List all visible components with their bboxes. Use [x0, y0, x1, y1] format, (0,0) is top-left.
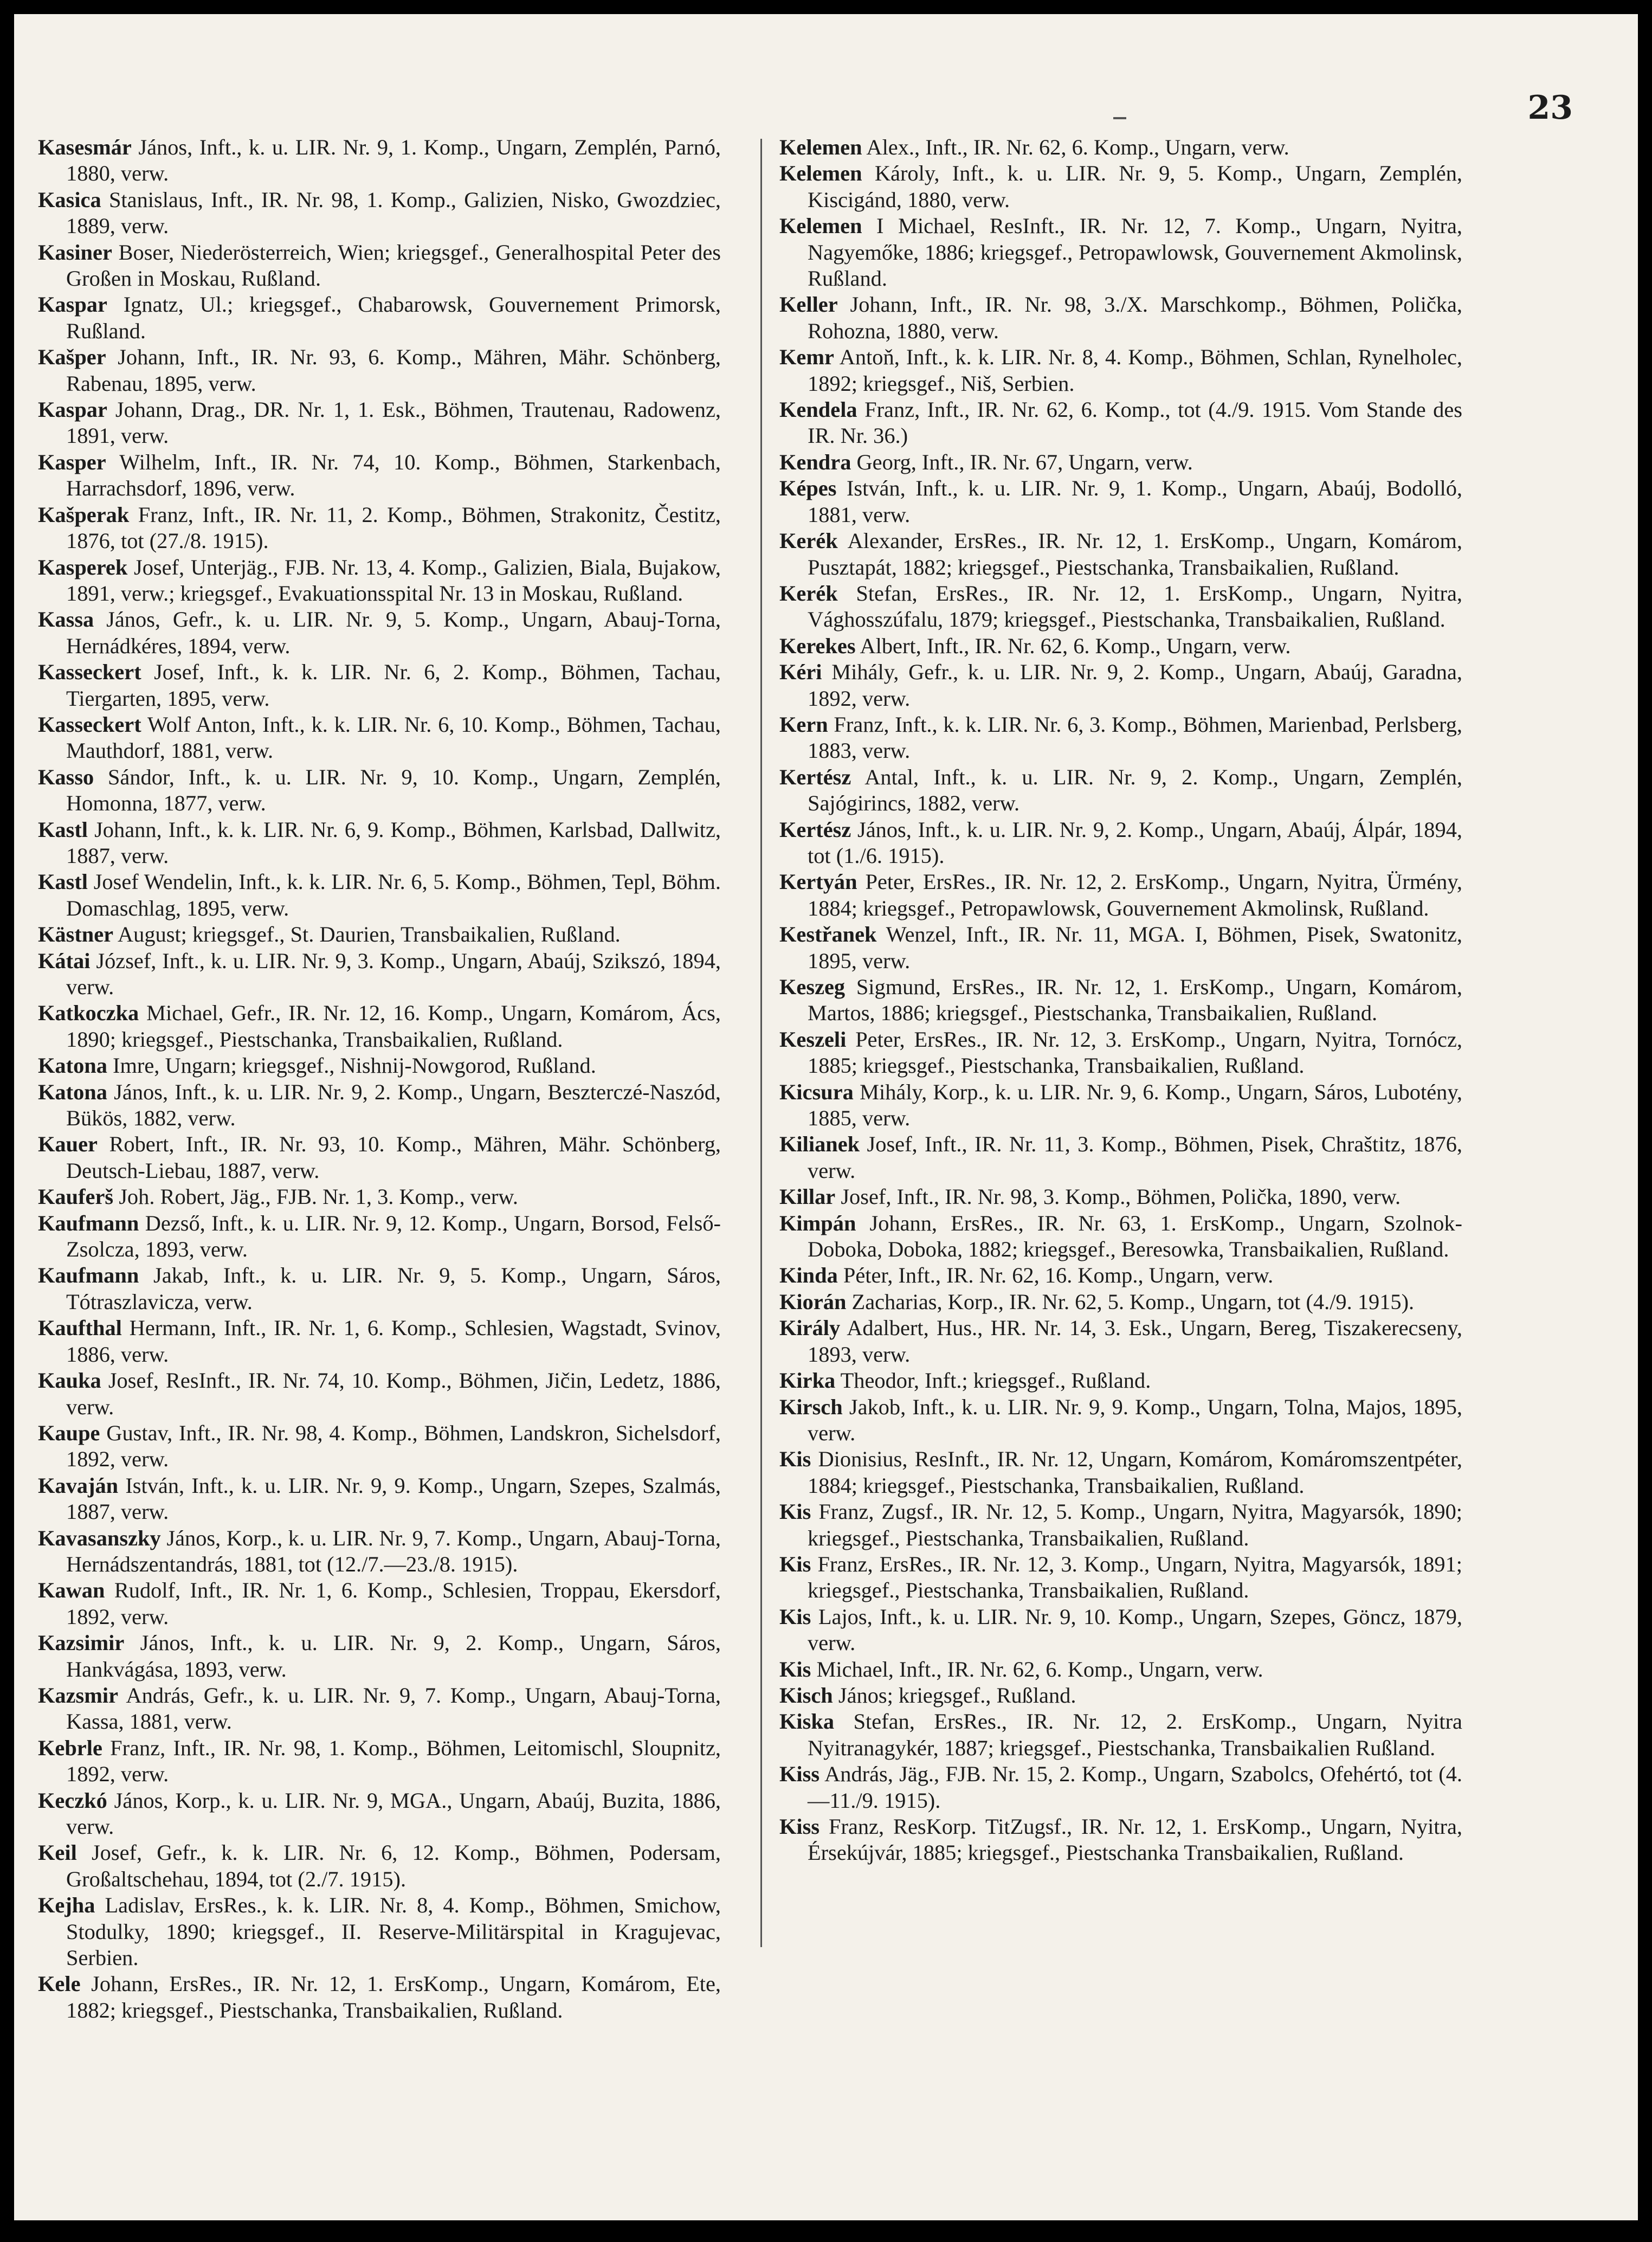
entry-details: Johann, ErsRes., IR. Nr. 12, 1. ErsKomp., Ungarn, Komárom, Ete, 1882; kriegsgef., Piestschanka, Transbaikalien, Rußland.: [66, 1972, 721, 2022]
entry-surname: Kestřanek: [779, 922, 877, 947]
roster-entry: [779, 633, 1462, 659]
entry-surname: Kirka: [779, 1368, 836, 1393]
entry-details: Lajos, Inft., k. u. LIR. Nr. 9, 10. Komp., Ungarn, Szepes, Göncz, 1879, verw.: [808, 1604, 1462, 1655]
entry-details: János, Inft., k. u. LIR. Nr. 9, 2. Komp., Ungarn, Beszterczé-Naszód, Bükös, 1882, verw.: [66, 1079, 721, 1131]
entry-details: August; kriegsgef., St. Daurien, Transbaikalien, Rußland.: [113, 922, 621, 947]
roster-entry: [38, 659, 721, 712]
entry-surname: Kiska: [779, 1709, 835, 1734]
roster-entry: [38, 1892, 721, 1971]
entry-surname: Kelemen: [779, 135, 862, 159]
entry-details: Alexander, ErsRes., IR. Nr. 12, 1. ErsKomp., Ungarn, Komárom, Pusztapát, 1882; kriegsgef., Piestschanka, Transbaikalien, Rußland.: [808, 529, 1462, 579]
roster-entry: [779, 1184, 1462, 1210]
entry-surname: Kerekes: [779, 633, 856, 658]
roster-entry: [38, 1210, 721, 1263]
entry-surname: Kazsmir: [38, 1683, 119, 1708]
roster-entry: [38, 1971, 721, 2024]
entry-details: Jakab, Inft., k. u. LIR. Nr. 9, 5. Komp., Ungarn, Sáros, Tótraszlavicza, verw.: [66, 1263, 721, 1314]
roster-entry: [38, 1315, 721, 1368]
entry-surname: Kele: [38, 1972, 81, 1996]
roster-entry: [38, 397, 721, 449]
roster-entry: [38, 1525, 721, 1578]
entry-surname: Kiss: [779, 1814, 820, 1839]
entry-surname: Kauferš: [38, 1184, 114, 1209]
roster-entry: [779, 1657, 1462, 1683]
entry-surname: Kertész: [779, 764, 851, 789]
entry-surname: Keszeli: [779, 1027, 847, 1052]
entry-surname: Kilianek: [779, 1132, 860, 1157]
print-mark: [1113, 117, 1126, 119]
entry-details: Franz, ResKorp. TitZugsf., IR. Nr. 12, 1. ErsKomp., Ungarn, Nyitra, Érsekújvár, 1885; kriegsgef., Piestschanka Transbaikalien, Rußland.: [808, 1814, 1462, 1865]
entry-details: Stefan, ErsRes., IR. Nr. 12, 1. ErsKomp., Ungarn, Nyitra, Vághosszúfalu, 1879; kriegsgef., Piestschanka, Transbaikalien, Rußland.: [808, 581, 1462, 632]
entry-details: Mihály, Korp., k. u. LIR. Nr. 9, 6. Komp., Ungarn, Sáros, Lubotény, 1885, verw.: [808, 1079, 1462, 1131]
entry-surname: Kimpán: [779, 1210, 856, 1235]
roster-entry: [779, 1499, 1462, 1551]
entry-details: Josef, Inft., k. k. LIR. Nr. 6, 2. Komp., Böhmen, Tachau, Tiergarten, 1895, verw.: [66, 660, 721, 711]
entry-details: Zacharias, Korp., IR. Nr. 62, 5. Komp., Ungarn, tot (4./9. 1915).: [846, 1289, 1415, 1314]
roster-entry: [38, 712, 721, 764]
entry-details: Péter, Inft., IR. Nr. 62, 16. Komp., Ungarn, verw.: [837, 1263, 1274, 1288]
entry-surname: Kertész: [779, 817, 851, 842]
entry-surname: Kerék: [779, 529, 838, 553]
entry-details: András, Jäg., FJB. Nr. 15, 2. Komp., Ungarn, Szabolcs, Ofehértó, tot (4.—11./9. 1915).: [808, 1762, 1462, 1813]
entry-surname: Kasica: [38, 187, 101, 212]
entry-surname: Kaspar: [38, 397, 107, 422]
roster-entry: [38, 502, 721, 555]
entry-details: Peter, ErsRes., IR. Nr. 12, 2. ErsKomp., Ungarn, Nyitra, Ürmény, 1884; kriegsgef., Petropawlowsk, Gouvernement Akmolinsk, Rußland.: [808, 869, 1462, 920]
entry-details: Alex., Inft., IR. Nr. 62, 6. Komp., Ungarn, verw.: [862, 135, 1289, 159]
entry-details: Sigmund, ErsRes., IR. Nr. 12, 1. ErsKomp., Ungarn, Komárom, Martos, 1886; kriegsgef., Piestschanka, Transbaikalien, Rußland.: [808, 975, 1462, 1026]
entry-surname: Képes: [779, 476, 837, 501]
roster-entry: [779, 1551, 1462, 1604]
roster-entry: [779, 1289, 1462, 1315]
roster-entry: [779, 213, 1462, 292]
roster-entry: [779, 1446, 1462, 1499]
entry-surname: Kinda: [779, 1263, 838, 1288]
entry-surname: Kiss: [779, 1762, 820, 1787]
entry-details: János, Korp., k. u. LIR. Nr. 9, MGA., Ungarn, Abaúj, Buzita, 1886, verw.: [66, 1788, 721, 1839]
roster-entry: [38, 1788, 721, 1840]
roster-entry: [38, 869, 721, 922]
entry-details: Dionisius, ResInft., IR. Nr. 12, Ungarn, Komárom, Komáromszentpéter, 1884; kriegsgef., Piestschanka, Transbaikalien, Rußland.: [808, 1447, 1462, 1498]
roster-entry: [779, 1604, 1462, 1657]
roster-entry: [38, 187, 721, 240]
entry-surname: Király: [779, 1316, 841, 1341]
roster-entry: [779, 659, 1462, 712]
roster-entry: [779, 1683, 1462, 1709]
entry-details: Josef, Gefr., k. k. LIR. Nr. 6, 12. Komp., Böhmen, Podersam, Großaltschehau, 1894, tot (2./7. 1915).: [66, 1840, 721, 1891]
entry-details: András, Gefr., k. u. LIR. Nr. 9, 7. Komp., Ungarn, Abauj-Torna, Kassa, 1881, verw.: [66, 1683, 721, 1734]
entry-surname: Kauer: [38, 1132, 98, 1157]
entry-details: Josef, Inft., IR. Nr. 98, 3. Komp., Böhmen, Polička, 1890, verw.: [835, 1184, 1401, 1209]
roster-entry: [38, 1577, 721, 1630]
roster-entry: [38, 764, 721, 817]
roster-entry: [38, 292, 721, 344]
entry-details: Josef Wendelin, Inft., k. k. LIR. Nr. 6, 5. Komp., Böhmen, Tepl, Böhm. Domaschlag, 1895, verw.: [66, 869, 721, 920]
entry-details: Antal, Inft., k. u. LIR. Nr. 9, 2. Komp., Ungarn, Zemplén, Sajógirincs, 1882, verw.: [808, 764, 1462, 816]
entry-surname: Kicsura: [779, 1079, 854, 1104]
entry-surname: Kassa: [38, 607, 94, 632]
roster-entry: [779, 134, 1462, 160]
roster-entry: [779, 1394, 1462, 1447]
roster-entry: [779, 922, 1462, 974]
entry-surname: Kasseckert: [38, 660, 141, 685]
roster-entry: [38, 1683, 721, 1735]
entry-details: Hermann, Inft., IR. Nr. 1, 6. Komp., Schlesien, Wagstadt, Svinov, 1886, verw.: [66, 1316, 721, 1367]
entry-details: János, Inft., k. u. LIR. Nr. 9, 2. Komp., Ungarn, Sáros, Hankvágása, 1893, verw.: [66, 1631, 721, 1682]
entry-details: Dezső, Inft., k. u. LIR. Nr. 9, 12. Komp., Ungarn, Borsod, Felső-Zsolcza, 1893, verw.: [66, 1210, 721, 1262]
entry-details: Mihály, Gefr., k. u. LIR. Nr. 9, 2. Komp., Ungarn, Abaúj, Garadna, 1892, verw.: [808, 660, 1462, 711]
entry-surname: Kejha: [38, 1893, 95, 1918]
entry-details: Theodor, Inft.; kriegsgef., Rußland.: [835, 1368, 1151, 1393]
right-column: [779, 134, 1462, 1866]
roster-entry: [38, 1840, 721, 1892]
roster-entry: [779, 528, 1462, 581]
entry-details: Joh. Robert, Jäg., FJB. Nr. 1, 3. Komp., verw.: [113, 1184, 518, 1209]
entry-surname: Kästner: [38, 922, 114, 947]
entry-details: Johann, Inft., IR. Nr. 98, 3./X. Marschkomp., Böhmen, Polička, Rohozna, 1880, verw.: [808, 292, 1462, 343]
entry-surname: Kertyán: [779, 869, 857, 894]
entry-details: Franz, Inft., k. k. LIR. Nr. 6, 3. Komp., Böhmen, Marienbad, Perlsberg, 1883, verw.: [808, 712, 1462, 763]
entry-details: János, Korp., k. u. LIR. Nr. 9, 7. Komp., Ungarn, Abauj-Torna, Hernádszentandrás, 1881, tot (12./7.—23./8. 1915).: [66, 1525, 721, 1576]
roster-entry: [779, 817, 1462, 869]
roster-entry: [38, 1184, 721, 1210]
entry-surname: Keil: [38, 1840, 77, 1865]
entry-surname: Kašperak: [38, 502, 130, 527]
entry-surname: Kis: [779, 1657, 811, 1682]
entry-details: János, Inft., k. u. LIR. Nr. 9, 1. Komp., Ungarn, Zemplén, Parnó, 1880, verw.: [66, 135, 721, 186]
roster-entry: [38, 607, 721, 659]
entry-surname: Katkoczka: [38, 1001, 139, 1026]
entry-details: István, Inft., k. u. LIR. Nr. 9, 1. Komp., Ungarn, Abaúj, Bodolló, 1881, verw.: [808, 476, 1462, 527]
roster-entry: [38, 1368, 721, 1420]
entry-details: Franz, ErsRes., IR. Nr. 12, 3. Komp., Ungarn, Nyitra, Magyarsók, 1891; kriegsgef., Piestschanka, Transbaikalien, Rußland.: [808, 1551, 1462, 1603]
roster-entry: [779, 581, 1462, 633]
roster-entry: [779, 292, 1462, 344]
roster-entry: [38, 1079, 721, 1132]
roster-entry: [779, 1027, 1462, 1079]
entry-details: Josef, ResInft., IR. Nr. 74, 10. Komp., Böhmen, Jičin, Ledetz, 1886, verw.: [66, 1368, 721, 1419]
entry-surname: Killar: [779, 1184, 836, 1209]
entry-surname: Kátai: [38, 948, 91, 973]
entry-details: Michael, Gefr., IR. Nr. 12, 16. Komp., Ungarn, Komárom, Ács, 1890; kriegsgef., Piestschanka, Transbaikalien, Rußland.: [66, 1001, 721, 1052]
roster-entry: [779, 1814, 1462, 1866]
entry-details: Ignatz, Ul.; kriegsgef., Chabarowsk, Gouvernement Primorsk, Rußland.: [66, 292, 721, 343]
entry-surname: Kirsch: [779, 1394, 843, 1419]
entry-details: Boser, Niederösterreich, Wien; kriegsgef., Generalhospital Peter des Großen in Moskau, Rußland.: [66, 240, 721, 291]
entry-details: János; kriegsgef., Rußland.: [833, 1683, 1076, 1708]
roster-entry: [779, 397, 1462, 449]
column-divider: [760, 139, 762, 1947]
entry-surname: Kis: [779, 1499, 811, 1524]
document-page: [14, 14, 1638, 2220]
entry-surname: Kelemen: [779, 214, 862, 239]
entry-surname: Kawan: [38, 1578, 105, 1603]
entry-details: Franz, Zugsf., IR. Nr. 12, 5. Komp., Ungarn, Nyitra, Magyarsók, 1890; kriegsgef., Piestschanka, Transbaikalien, Rußland.: [808, 1499, 1462, 1550]
entry-surname: Kauka: [38, 1368, 101, 1393]
entry-details: János, Gefr., k. u. LIR. Nr. 9, 5. Komp., Ungarn, Abauj-Torna, Hernádkéres, 1894, verw.: [66, 607, 721, 658]
entry-surname: Keczkó: [38, 1788, 107, 1813]
roster-entry: [38, 1630, 721, 1683]
roster-entry: [38, 449, 721, 502]
entry-surname: Kaufmann: [38, 1210, 139, 1235]
entry-surname: Keszeg: [779, 975, 846, 999]
roster-entry: [779, 475, 1462, 528]
entry-details: Gustav, Inft., IR. Nr. 98, 4. Komp., Böhmen, Landskron, Sichelsdorf, 1892, verw.: [66, 1420, 721, 1472]
entry-details: Franz, Inft., IR. Nr. 98, 1. Komp., Böhmen, Leitomischl, Sloupnitz, 1892, verw.: [66, 1735, 721, 1787]
entry-details: Robert, Inft., IR. Nr. 93, 10. Komp., Mähren, Mähr. Schönberg, Deutsch-Liebau, 1887, verw.: [66, 1132, 721, 1183]
entry-details: Josef, Unterjäg., FJB. Nr. 13, 4. Komp., Galizien, Biala, Bujakow, 1891, verw.; kriegsgef., Evakuationsspital Nr. 13 in Moskau, Rußland.: [66, 555, 721, 605]
entry-details: Antoň, Inft., k. k. LIR. Nr. 8, 4. Komp., Böhmen, Schlan, Rynelholec, 1892; kriegsgef., Niš, Serbien.: [808, 345, 1462, 396]
roster-entry: [38, 134, 721, 187]
entry-details: Albert, Inft., IR. Nr. 62, 6. Komp., Ungarn, verw.: [855, 633, 1291, 658]
entry-surname: Kisch: [779, 1683, 833, 1708]
entry-details: Rudolf, Inft., IR. Nr. 1, 6. Komp., Schlesien, Troppau, Ekersdorf, 1892, verw.: [66, 1578, 721, 1629]
entry-details: Peter, ErsRes., IR. Nr. 12, 3. ErsKomp., Ungarn, Nyitra, Tornócz, 1885; kriegsgef., Piestschanka, Transbaikalien, Rußland.: [808, 1027, 1462, 1078]
entry-surname: Kasesmár: [38, 135, 132, 159]
entry-details: István, Inft., k. u. LIR. Nr. 9, 9. Komp., Ungarn, Szepes, Szalmás, 1887, verw.: [66, 1473, 721, 1524]
roster-entry: [38, 1735, 721, 1788]
entry-surname: Kelemen: [779, 161, 862, 186]
entry-surname: Kemr: [779, 345, 834, 370]
entry-surname: Kastl: [38, 869, 88, 894]
entry-details: Michael, Inft., IR. Nr. 62, 6. Komp., Ungarn, verw.: [811, 1657, 1263, 1682]
entry-surname: Keller: [779, 292, 838, 317]
roster-entry: [779, 1079, 1462, 1132]
roster-entry: [38, 1262, 721, 1315]
entry-surname: Kastl: [38, 817, 88, 842]
roster-entry: [779, 1761, 1462, 1814]
entry-details: Károly, Inft., k. u. LIR. Nr. 9, 5. Komp., Ungarn, Zemplén, Kiscigánd, 1880, verw.: [808, 161, 1462, 212]
roster-entry: [38, 1420, 721, 1473]
entry-details: Johann, Inft., k. k. LIR. Nr. 6, 9. Komp., Böhmen, Karlsbad, Dallwitz, 1887, verw.: [66, 817, 721, 868]
roster-entry: [779, 1315, 1462, 1368]
entry-details: Sándor, Inft., k. u. LIR. Nr. 9, 10. Komp., Ungarn, Zemplén, Homonna, 1877, verw.: [66, 764, 721, 816]
roster-entry: [38, 1000, 721, 1053]
entry-surname: Katona: [38, 1053, 107, 1078]
entry-surname: Kasiner: [38, 240, 112, 265]
entry-surname: Kiorán: [779, 1289, 847, 1314]
roster-entry: [779, 1262, 1462, 1288]
page-number: 23: [1527, 89, 1573, 127]
roster-entry: [779, 764, 1462, 817]
entry-details: Johann, Drag., DR. Nr. 1, 1. Esk., Böhmen, Trautenau, Radowenz, 1891, verw.: [66, 397, 721, 448]
entry-details: Josef, Inft., IR. Nr. 11, 3. Komp., Böhmen, Pisek, Chraštitz, 1876, verw.: [808, 1132, 1462, 1183]
roster-entry: [779, 344, 1462, 397]
left-column: [38, 134, 721, 2024]
entry-details: Franz, Inft., IR. Nr. 11, 2. Komp., Böhmen, Strakonitz, Čestitz, 1876, tot (27./8. 1915).: [66, 502, 721, 553]
roster-entry: [38, 817, 721, 869]
roster-entry: [38, 555, 721, 607]
entry-surname: Kaufmann: [38, 1263, 139, 1288]
entry-surname: Kasso: [38, 764, 94, 789]
roster-entry: [779, 712, 1462, 764]
roster-entry: [38, 948, 721, 1001]
entry-details: Johann, ErsRes., IR. Nr. 63, 1. ErsKomp., Ungarn, Szolnok-Doboka, Doboka, 1882; kriegsgef., Beresowka, Transbaikalien, Rußland.: [808, 1210, 1462, 1262]
entry-surname: Kavasanszky: [38, 1525, 161, 1550]
entry-surname: Kašper: [38, 345, 106, 370]
entry-surname: Kaufthal: [38, 1316, 122, 1341]
entry-details: Wilhelm, Inft., IR. Nr. 74, 10. Komp., Böhmen, Starkenbach, Harrachsdorf, 1896, verw.: [66, 449, 721, 501]
entry-details: Stanislaus, Inft., IR. Nr. 98, 1. Komp., Galizien, Nisko, Gwozdziec, 1889, verw.: [66, 187, 721, 239]
roster-entry: [779, 1131, 1462, 1184]
roster-entry: [38, 240, 721, 292]
entry-surname: Kéri: [779, 660, 822, 685]
entry-surname: Kerék: [779, 581, 838, 605]
roster-entry: [779, 1709, 1462, 1761]
entry-surname: Kaspar: [38, 292, 107, 317]
roster-entry: [779, 869, 1462, 922]
entry-surname: Kendela: [779, 397, 857, 422]
roster-entry: [779, 1210, 1462, 1263]
roster-entry: [38, 1131, 721, 1184]
entry-details: Wenzel, Inft., IR. Nr. 11, MGA. I, Böhmen, Pisek, Swatonitz, 1895, verw.: [808, 922, 1462, 973]
entry-details: Johann, Inft., IR. Nr. 93, 6. Komp., Mähren, Mähr. Schönberg, Rabenau, 1895, verw.: [66, 345, 721, 396]
entry-surname: Katona: [38, 1079, 107, 1104]
entry-surname: Kis: [779, 1551, 811, 1576]
entry-surname: Kasseckert: [38, 712, 141, 737]
entry-surname: Kasperek: [38, 555, 128, 579]
entry-details: Jakob, Inft., k. u. LIR. Nr. 9, 9. Komp., Ungarn, Tolna, Majos, 1895, verw.: [808, 1394, 1462, 1445]
entry-surname: Kebrle: [38, 1735, 102, 1760]
roster-entry: [38, 1473, 721, 1525]
entry-surname: Kazsimir: [38, 1631, 125, 1655]
entry-surname: Kasper: [38, 449, 106, 474]
entry-details: Georg, Inft., IR. Nr. 67, Ungarn, verw.: [851, 449, 1193, 474]
entry-surname: Kis: [779, 1447, 811, 1472]
roster-entry: [779, 1368, 1462, 1394]
roster-entry: [779, 160, 1462, 213]
roster-entry: [38, 344, 721, 397]
roster-entry: [779, 449, 1462, 475]
roster-entry: [779, 974, 1462, 1027]
entry-details: Wolf Anton, Inft., k. k. LIR. Nr. 6, 10. Komp., Böhmen, Tachau, Mauthdorf, 1881, verw.: [66, 712, 721, 763]
entry-surname: Kendra: [779, 449, 851, 474]
entry-details: Stefan, ErsRes., IR. Nr. 12, 2. ErsKomp., Ungarn, Nyitra Nyitranagykér, 1887; kriegsgef., Piestschanka, Transbaikalien Rußland.: [808, 1709, 1462, 1760]
roster-entry: [38, 1053, 721, 1079]
entry-details: I Michael, ResInft., IR. Nr. 12, 7. Komp., Ungarn, Nyitra, Nagyemőke, 1886; kriegsgef., Petropawlowsk, Gouvernement Akmolinsk, Rußland.: [808, 214, 1462, 291]
entry-surname: Kavaján: [38, 1473, 119, 1498]
entry-surname: Kis: [779, 1604, 811, 1629]
entry-details: János, Inft., k. u. LIR. Nr. 9, 2. Komp., Ungarn, Abaúj, Álpár, 1894, tot (1./6. 1915).: [808, 817, 1462, 868]
entry-details: József, Inft., k. u. LIR. Nr. 9, 3. Komp., Ungarn, Abaúj, Szikszó, 1894, verw.: [66, 948, 721, 999]
entry-details: Franz, Inft., IR. Nr. 62, 6. Komp., tot (4./9. 1915. Vom Stande des IR. Nr. 36.): [808, 397, 1462, 448]
roster-entry: [38, 922, 721, 948]
entry-surname: Kern: [779, 712, 828, 737]
entry-details: Imre, Ungarn; kriegsgef., Nishnij-Nowgorod, Rußland.: [107, 1053, 596, 1078]
entry-details: Ladislav, ErsRes., k. k. LIR. Nr. 8, 4. Komp., Böhmen, Smichow, Stodulky, 1890; kriegsgef., II. Reserve-Militärspital in Kragujevac, Serbien.: [66, 1893, 721, 1970]
entry-surname: Kaupe: [38, 1420, 100, 1445]
entry-details: Adalbert, Hus., HR. Nr. 14, 3. Esk., Ungarn, Bereg, Tiszakerecseny, 1893, verw.: [808, 1316, 1462, 1367]
